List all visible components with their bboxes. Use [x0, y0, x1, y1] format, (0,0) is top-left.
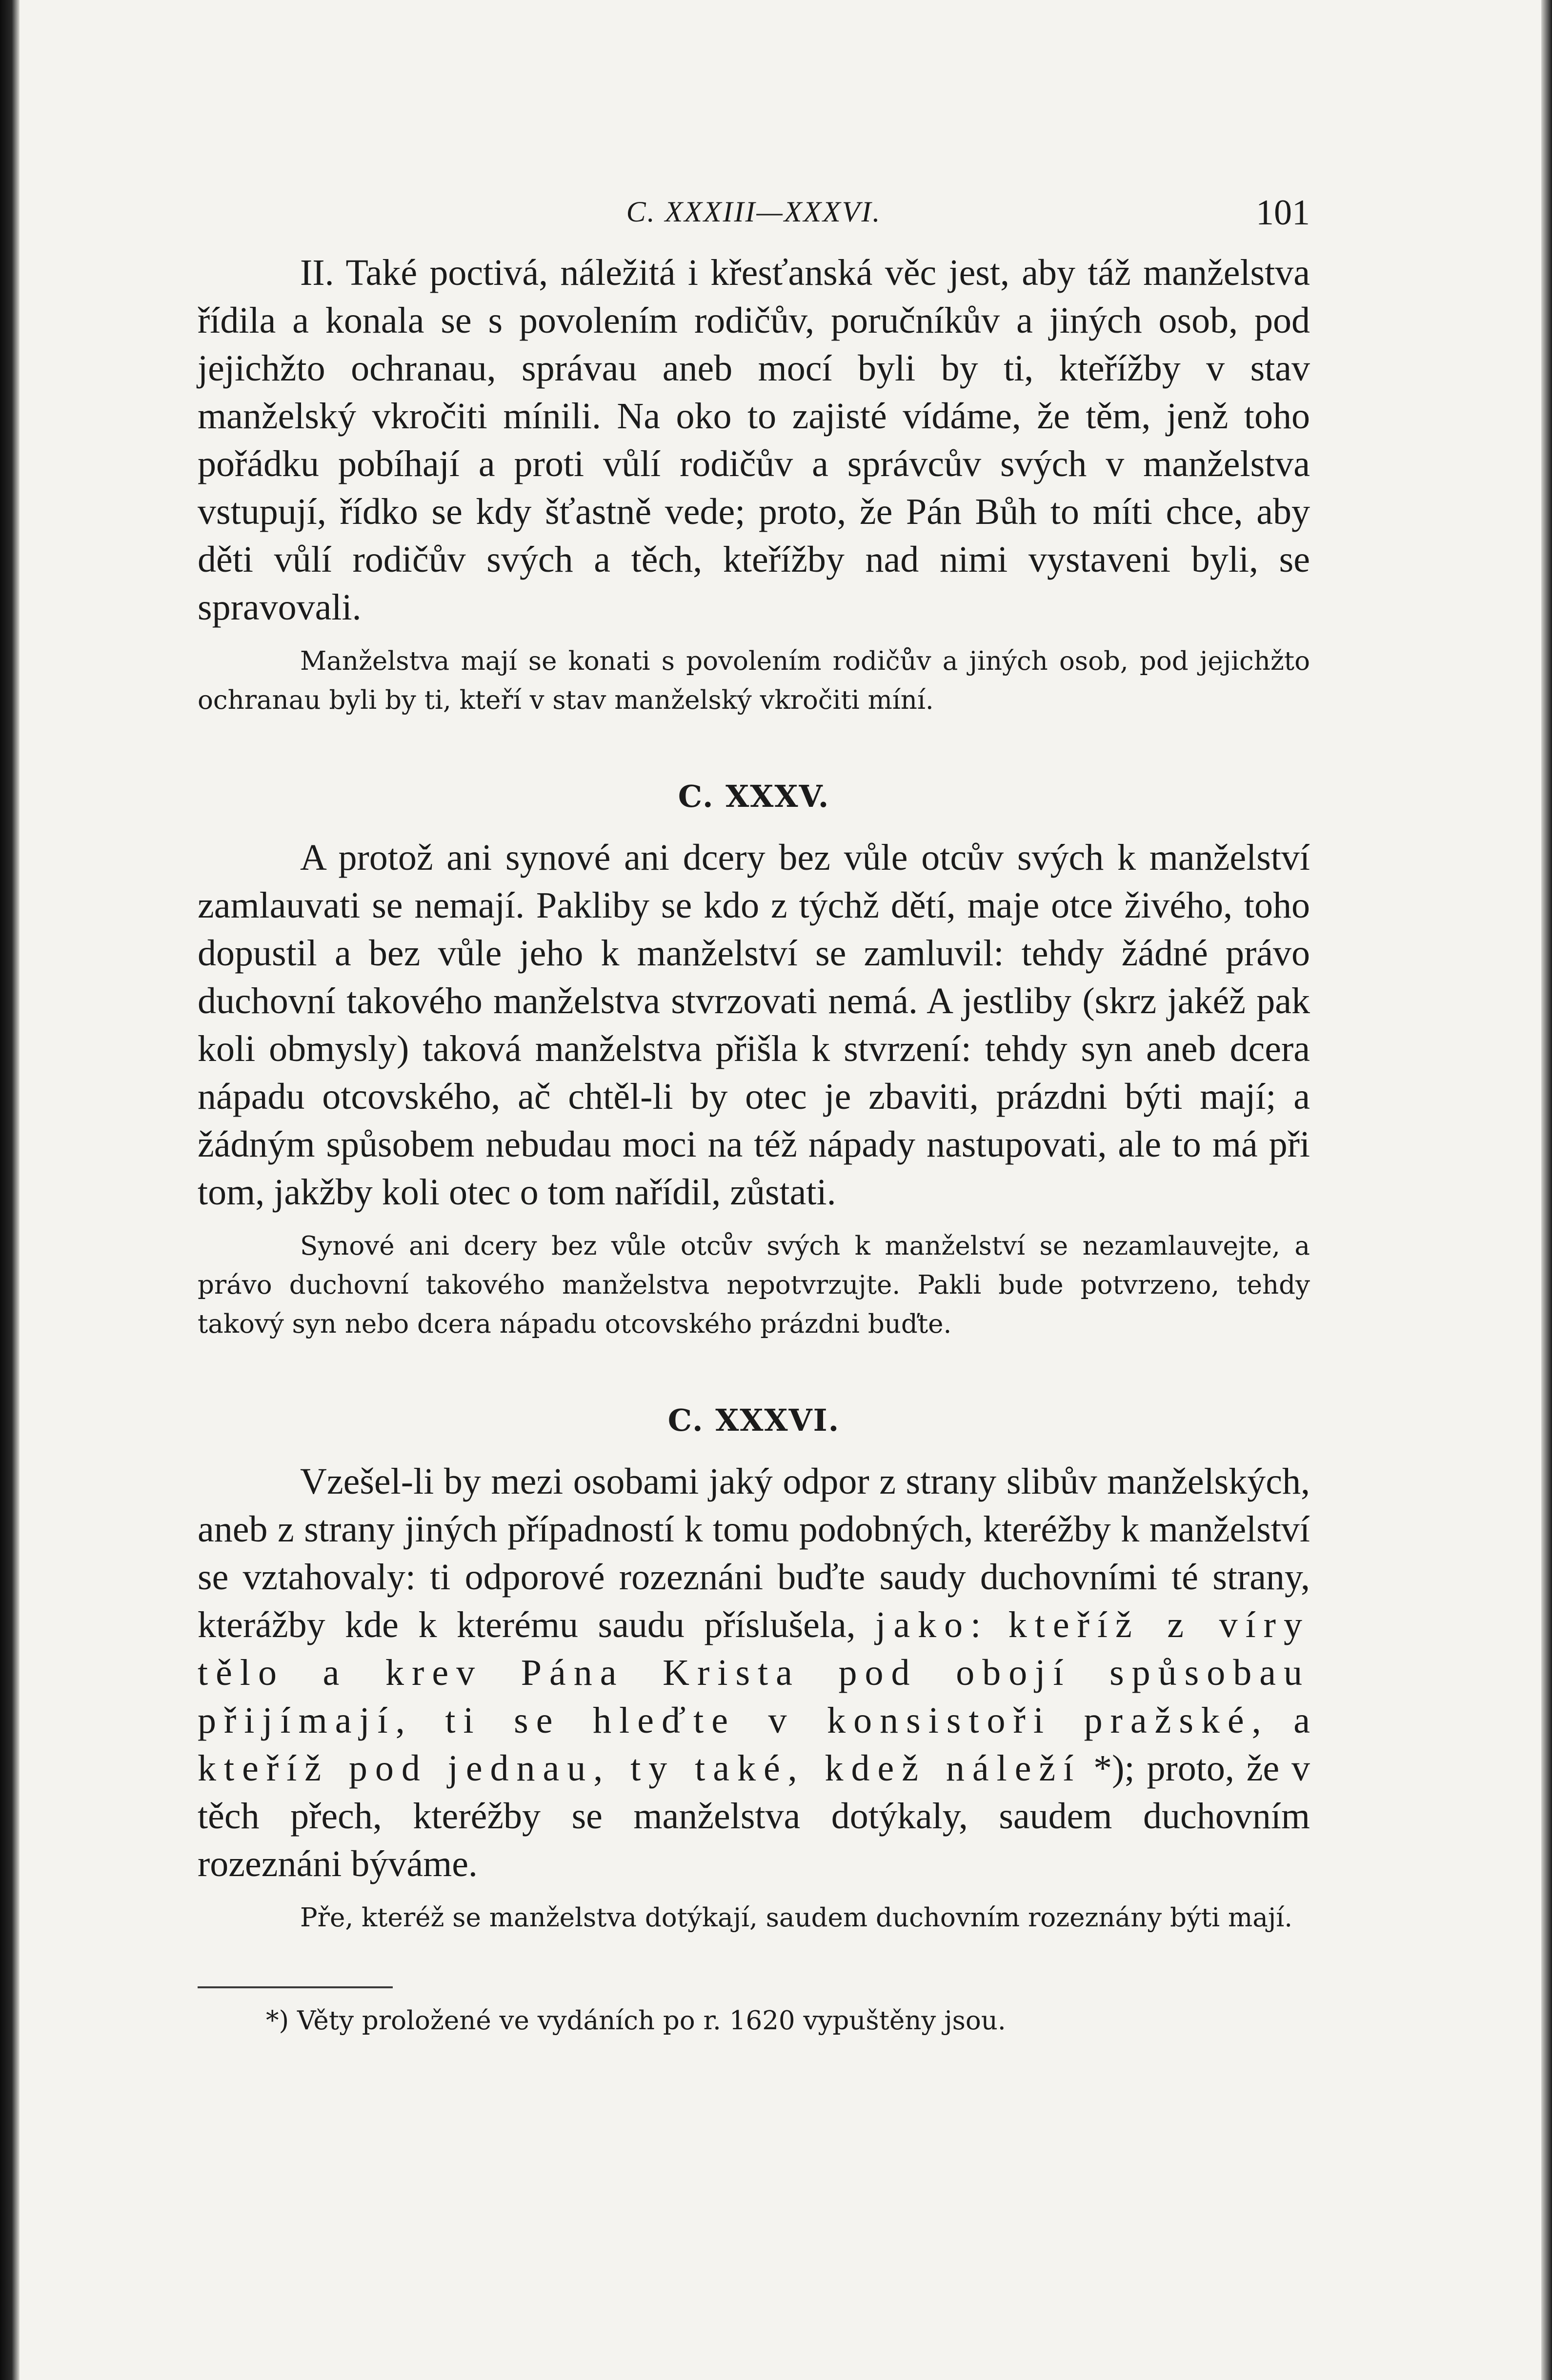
- book-binding-shadow: [0, 0, 20, 2380]
- page-edge-shadow: [1541, 0, 1552, 2380]
- running-head: C. XXXIII—XXXVI.: [626, 196, 882, 228]
- page-number: 101: [1256, 193, 1310, 233]
- footnote-marker: *): [1081, 1748, 1125, 1789]
- paragraph-xxxvi: [198, 1458, 1310, 1888]
- marginal-gloss: Synové ani dcery bez vůle otcův svých k manželství se nezamlauvejte, a právo duchovní takového manželstva nepotvrzujte. Pakli bude potvrzeno, tehdy takový syn nebo dcera nápadu otcovského prázdni buďte.: [198, 1231, 1310, 1339]
- paragraph-intro: II.: [300, 252, 334, 293]
- paragraph-text: Také poctivá, náležitá i křesťanská věc jest, aby táž manželstva řídila a konala se s povolením rodičův, poručníkův a jiných osob, pod jejichžto ochranau, správau aneb mocí byli by ti, kteřížby v stav manželský vkročiti mínili. Na oko to zajisté vídáme, že těm, jenž toho pořádku pobíhají a proti vůlí rodičův a správcův svých v manželstva vstupují, řídko se kdy šťastně vede; proto, že Pán Bůh to míti chce, aby děti vůlí rodičův svých a těch, kteřížby nad nimi vystaveni byli, se spravovali.: [198, 252, 1310, 628]
- book-page: [198, 195, 1310, 2038]
- spaced-text: kteříž z víry tělo a krev Pána Krista pod obojí spůsobau přijímají, ti se hleďte v konsistoři pražské,: [198, 1604, 1310, 1741]
- connector-text: a: [1269, 1700, 1310, 1741]
- paragraph-text: ; proto, že v těch přech, kteréžby se manželstva dotýkaly, saudem duchovním rozeznáni býváme.: [198, 1748, 1310, 1884]
- paragraph-text: Vzešel-li by mezi osobami jaký odpor z strany slibův manželských, aneb z strany jiných případností k tomu podobných, kteréžby k manželství se vztahovaly: ti odporové rozeznáni buďte saudy duchovními té strany, kterážby kde k kterému saudu příslušela,: [198, 1461, 1310, 1645]
- page-header: [198, 195, 1310, 249]
- footnote-divider: [198, 1986, 393, 1988]
- footnote: *) Věty proložené ve vydáních po r. 1620 vypuštěny jsou.: [266, 2006, 1006, 2036]
- spaced-text: jako:: [875, 1604, 989, 1645]
- spaced-text: kteříž pod jednau, ty také, kdež náleží: [198, 1748, 1082, 1789]
- section-title-xxxv: C. XXXV.: [678, 779, 830, 814]
- marginal-gloss: Manželstva mají se konati s povolením rodičův a jiných osob, pod jejichžto ochranau byli by ti, kteří v stav manželský vkročiti míní.: [198, 646, 1310, 715]
- marginal-gloss: Pře, kteréž se manželstva dotýkají, saudem duchovním rozeznány býti mají.: [300, 1903, 1293, 1933]
- section-title-xxxvi: C. XXXVI.: [667, 1402, 840, 1438]
- paragraph-xxxv: A protož ani synové ani dcery bez vůle otcův svých k manželství zamlauvati se nemají. Pakliby se kdo z týchž dětí, maje otce živého, toho dopustil a bez vůle jeho k manželství se zamluvil: tehdy žádné právo duchovní takového manželstva stvrzovati nemá. A jestliby (skrz jakéž pak koli obmysly) taková manželstva přišla k stvrzení: tehdy syn aneb dcera nápadu otcovského, ač chtěl-li by otec je zbaviti, prázdni býti mají; a žádným spůsobem nebudau moci na též nápady nastupovati, ale to má při tom, jakžby koli otec o tom nařídil, zůstati.: [198, 837, 1310, 1213]
- paragraph-ii: [198, 249, 1310, 631]
